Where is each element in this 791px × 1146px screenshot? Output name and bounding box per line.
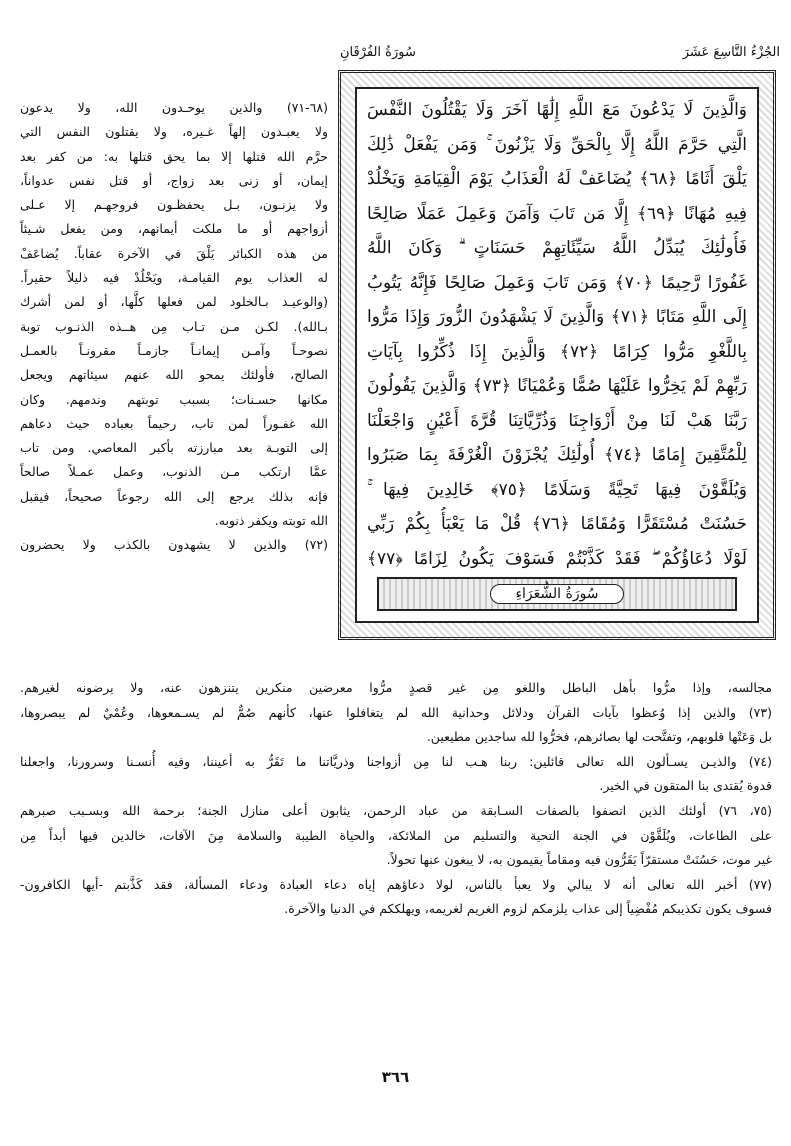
tafsir-line: (٧٤) والذيـن يسـألون الله تعالى قائلين: ربنا هـب لنا مِن أزواجنا وذريَّاتنا ما تَقَرُّ به أعيننا، وفيه أُنسـنا وسرورنا، واجعلنا	[20, 753, 772, 769]
quran-line: رَبَّنَا هَبْ لَنَا مِنْ أَزْوَاجِنَا وَذُرِّيَّاتِنَا قُرَّةَ أَعْيُنٍ وَاجْعَلْنَا	[367, 410, 747, 431]
tafsir-line: نصوحـاً وآمـن إيمانـاً جازمـاً مقرونـاً بالعمـل	[20, 342, 328, 358]
tafsir-line: إيمان، أو زنى بعد زواج، أو قتل نفس عدواناً،	[20, 172, 328, 188]
tafsir-line: الله توبته ويكفر ذنوبه.	[214, 513, 328, 529]
quran-lines	[357, 89, 757, 576]
tafsir-line: (٧٧) أخبر الله تعالى أنه لا يبالي ولا يعبأ بالناس، لولا دعاؤهم إياه دعاء العبادة ودعاء المسألة، فقد كَذَّبتم -أيها الكافرون-	[20, 876, 772, 892]
quran-line: حَسُنَتْ مُسْتَقَرًّا وَمُقَامًا ﴿٧٦﴾ قُلْ مَا يَعْبَأُ بِكُمْ رَبِّي	[367, 514, 747, 534]
quran-line: وَالَّذِينَ لَا يَدْعُونَ مَعَ اللَّهِ إِلَٰهًا آخَرَ وَلَا يَقْتُلُونَ النَّفْسَ	[367, 100, 747, 120]
juz-title: الجُزْءُ التَّاسِعَ عَشَرَ	[682, 44, 780, 60]
quran-line: يَلْقَ أَثَامًا ﴿٦٨﴾ يُضَاعَفْ لَهُ الْعَذَابُ يَوْمَ الْقِيَامَةِ وَيَخْلُدْ	[367, 169, 747, 189]
quran-line: لَوْلَا دُعَاؤُكُمْ ۖ فَقَدْ كَذَّبْتُمْ فَسَوْفَ يَكُونُ لِزَامًا ﴿٧٧﴾	[367, 548, 747, 569]
quran-line: فِيهِ مُهَانًا ﴿٦٩﴾ إِلَّا مَن تَابَ وَآمَنَ وَعَمِلَ عَمَلًا صَالِحًا	[367, 203, 747, 224]
tafsir-line: غير موت، حَسُنَتْ مستقرّاً يَقَرُّون فيه ومقاماً يقيمون به، لا يبغون عنها تحولاً.	[386, 852, 772, 868]
tafsir-line: فإنه بذلك يرجع إلى الله رجوعاً صحيحاً، فيقبل	[20, 488, 328, 504]
tafsir-line: (٧٥، ٧٦) أولئك الذين اتصفوا بالصفات السـابقة من عباد الرحمن، يثابون أعلى منازل الجنة؛ برحمة الله وبسـبب صبرهم	[20, 802, 772, 818]
tafsir-line: ولا يزنـون، بـل يحفظـون فروجهـم إلا عـلى	[20, 197, 328, 213]
tafsir-line: (والوعيـد بـالخلود لمن فعلها كلَّها، أو لمن أشرك	[20, 294, 328, 310]
tafsir-line: الله غفـوراً لمن تاب، رحيماً بعباده حيث دعاهم	[20, 415, 328, 431]
quran-line: غَفُورًا رَّحِيمًا ﴿٧٠﴾ وَمَن تَابَ وَعَمِلَ صَالِحًا فَإِنَّهُ يَتُوبُ	[367, 272, 747, 293]
tafsir-line: إلى التوبـة بعد مبارزته بأكبر المعاصي. ومن تاب	[20, 440, 328, 456]
quran-line: فَأُولَٰئِكَ يُبَدِّلُ اللَّهُ سَيِّئَاتِهِمْ حَسَنَاتٍ ۗ وَكَانَ اللَّهُ	[367, 238, 747, 258]
tafsir-line: (٧٣) والذين إذا وُعظوا بآيات القرآن ودلائل وحدانية الله لم يتغافلوا عنها، كأنهم صُمٌّ لم يسـمعوها، وعُمْيٌ لم يبصروها،	[20, 704, 772, 720]
page-header	[340, 40, 780, 64]
tafsir-line: قدوة يُقتدى بنا المتقون في الخير.	[599, 778, 772, 794]
next-surah-banner	[377, 577, 737, 611]
quran-line: بِاللَّغْوِ مَرُّوا كِرَامًا ﴿٧٢﴾ وَالَّذِينَ إِذَا ذُكِّرُوا بِآيَاتِ	[367, 341, 747, 362]
tafsir-side-column	[20, 96, 328, 558]
tafsir-line: أزواجهم أو ما ملكت أيمانهم، ومن يفعل شـيئاً	[20, 221, 328, 237]
quran-frame	[338, 70, 776, 640]
tafsir-line: (٦٨-٧١) والذين يوحـدون الله، ولا يدعون	[20, 100, 328, 115]
tafsir-line: له العذاب يوم القيامـة، ويَخْلُدْ فيه ذليلاً حقيراً.	[20, 270, 328, 286]
quran-line: إِلَى اللَّهِ مَتَابًا ﴿٧١﴾ وَالَّذِينَ لَا يَشْهَدُونَ الزُّورَ وَإِذَا مَرُّوا	[367, 307, 747, 327]
tafsir-line: فسوف يكون تكذيبكم مُفْضِياً إلى عذاب يلزمكم لزوم الغريم لغريمه، ويهلككم في الدنيا والآخرة.	[284, 901, 772, 917]
quran-text-panel	[355, 87, 759, 623]
surah-title: سُورَةُ الفُرْقَانِ	[340, 44, 416, 60]
tafsir-full-width	[20, 676, 772, 922]
quran-line: الَّتِي حَرَّمَ اللَّهُ إِلَّا بِالْحَقِّ وَلَا يَزْنُونَ ۚ وَمَن يَفْعَلْ ذَٰلِكَ	[367, 134, 747, 155]
quran-line: رَبِّهِمْ لَمْ يَخِرُّوا عَلَيْهَا صُمًّا وَعُمْيَانًا ﴿٧٣﴾ وَالَّذِينَ يَقُولُونَ	[367, 376, 747, 396]
quran-line: وَيُلَقَّوْنَ فِيهَا تَحِيَّةً وَسَلَامًا ﴿٧٥﴾ خَالِدِينَ فِيهَا ۚ	[367, 479, 747, 500]
page-number: ٣٦٦	[381, 1068, 410, 1086]
tafsir-line: مكانها حسـنات؛ بسبب توبتهم وندمهم. وكان	[20, 391, 328, 407]
quran-line: لِلْمُتَّقِينَ إِمَامًا ﴿٧٤﴾ أُولَٰئِكَ يُجْزَوْنَ الْغُرْفَةَ بِمَا صَبَرُوا	[367, 445, 747, 465]
tafsir-line: على الطاعات، ويُلَقَّوْن في الجنة التحية والتسليم من الملائكة، والحياة الطيبة والسلامة مِنَ الآفات، خالدين فيها أبداً مِن	[20, 827, 772, 843]
tafsir-line: بل وَعَتْها قلوبهم، وتفتَّحت لها بصائرهم، فخرُّوا لله ساجدين مطيعين.	[426, 729, 772, 745]
tafsir-line: ولا يعبـدون إلهاً غـيره، ولا يقتلون النفس التي	[20, 124, 328, 140]
tafsir-line: حرَّم الله قتلها إلا بما يحق قتلها به: من كفر بعد	[20, 148, 328, 164]
tafsir-line: من هذه الكبائر يَلْقَ في الآخرة عقاباً. يُضاعَفْ	[20, 245, 328, 261]
tafsir-line: عمَّا ارتكب مـن الذنوب، وعمل عمـلاً صالحاً	[20, 464, 328, 480]
tafsir-line: (٧٢) والذين لا يشهدون بالكذب ولا يحضرون	[20, 537, 328, 553]
tafsir-line: بـالله). لكـن مـن تـاب مِن هــذه الذنـوب توبة	[20, 318, 328, 334]
tafsir-line: الصالح، فأولئك يمحو الله عنهم سيئاتهم ويجعل	[20, 367, 328, 383]
tafsir-line: مجالسه، وإذا مرُّوا بأهل الباطل واللغو مِن غير قصدٍ مرُّوا معرضين منكرين يتنزهون عنه، ولا يرضونه لغيرهم.	[20, 680, 772, 695]
next-surah-title: سُورَةُ الشُّعَرَاءِ	[490, 584, 623, 604]
